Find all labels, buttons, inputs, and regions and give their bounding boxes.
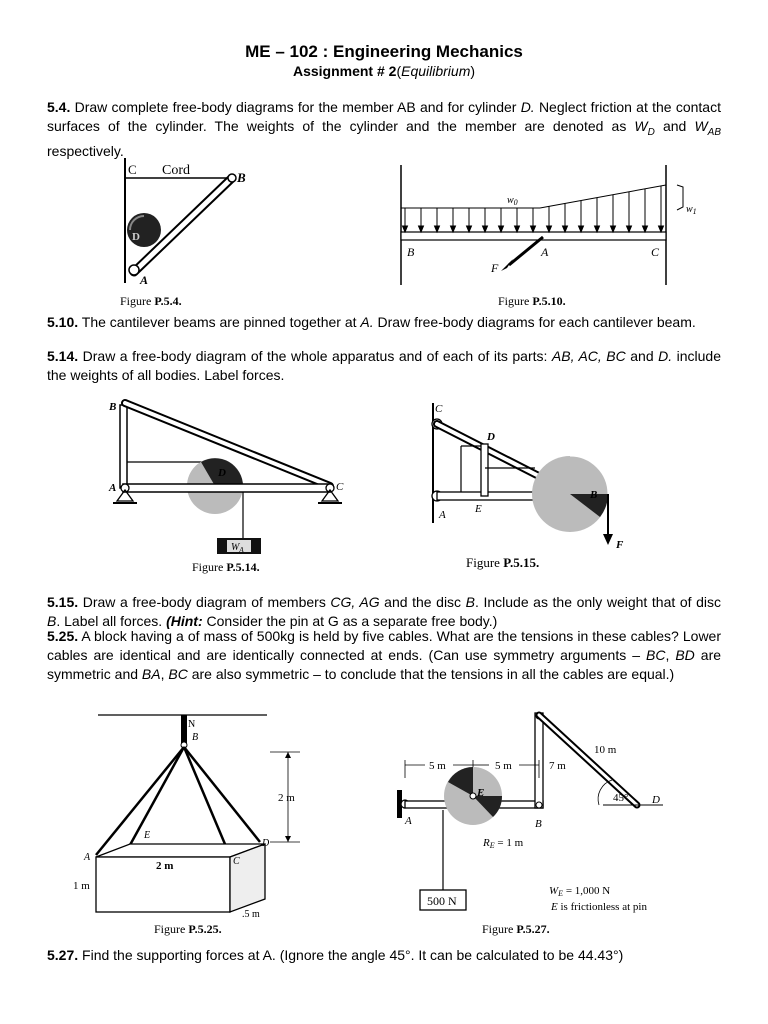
figure-p510-drawing [395,165,715,295]
label-B: B [237,170,246,185]
load-arrowhead [579,226,584,232]
text: Consider the pin at G as a separate free body.) [202,613,498,629]
caption-number: P.5.25. [188,922,222,936]
label-D: D [487,431,495,443]
text: Draw complete free-body diagrams for the member AB and for cylinder [70,99,521,115]
load-arrowhead [643,226,648,232]
text: . Include as the only weight that of disc [474,594,721,610]
note-text: is frictionless at pin [557,901,647,913]
page-subtitle [0,63,768,79]
problem-number: 5.10. [47,314,79,330]
caption-number: P.5.27. [516,922,550,936]
caption-number: P.5.4. [154,294,182,308]
label-A: A [439,509,446,521]
text: The cantilever beams are pinned together at [78,314,361,330]
text: and [654,118,695,134]
problem-5-10 [47,313,721,332]
label-N: N [188,719,196,730]
figure-p514-drawing [105,398,355,563]
text: and [625,348,659,364]
label-angle: 45° [613,792,629,804]
text: are also symmetric – to conclude that the tensions in all the cables are equal.) [187,666,675,682]
text: BD [675,647,695,663]
text: W [694,118,708,134]
label-note [550,901,647,913]
problem-5-27 [47,946,721,965]
text: D. [658,348,673,364]
figure-p525-drawing [70,712,315,927]
label-depth: .5 m [242,909,260,920]
load-arrowhead [499,226,504,232]
label-length: 2 m [156,860,174,872]
load-arrowhead [435,226,440,232]
load-arrowhead [595,226,600,232]
problem-number: 5.4. [47,99,71,115]
text: B [47,613,57,629]
wa-main: W [231,542,240,553]
text: BC [646,647,666,663]
label-5m-a: 5 m [429,760,446,772]
hint-label: (Hint: [166,613,203,629]
label-C: C [435,403,443,415]
label-B: B [590,489,598,501]
load-arrowhead [611,226,616,232]
figure-p515-caption [466,555,539,571]
problem-5-4 [47,98,721,161]
subtitle-bold: Assignment # 2 [292,63,397,79]
caption-text: Figure [498,294,533,308]
label-height-block: 1 m [73,880,90,892]
subtitle-paren: ( [396,63,402,79]
load-arrowhead [563,226,568,232]
text: are symmetric and [47,647,722,682]
load-arrowhead [547,226,552,232]
label-D: D [262,838,270,849]
label-5m-b: 5 m [495,760,512,772]
figure-p515-drawing [425,398,645,558]
wa-sub: A [239,546,244,554]
text: AB [707,126,721,138]
label-10m: 10 m [594,744,617,756]
label-B: B [192,732,199,743]
text: . Label all forces. [56,613,167,629]
radius-main: R [483,837,490,849]
figure-p514-caption [192,560,260,575]
page-title: ME – 102 : Engineering Mechanics [245,42,523,61]
figure-p527-drawing [393,708,703,923]
text: Draw a free-body diagram of the whole apparatus and of each of its parts: [78,348,552,364]
label-F: F [491,261,499,275]
caption-number: P.5.10. [532,294,566,308]
text: D. [520,99,535,115]
problem-number: 5.15. [47,594,79,610]
label-radius [482,837,524,850]
text: BC [168,666,188,682]
text: D [647,126,655,138]
label-D: D [132,231,140,243]
label-load: 500 N [427,894,457,908]
label-C: C [128,162,137,177]
caption-text: Figure [154,922,189,936]
problem-number: 5.25. [47,628,79,644]
label-C: C [336,481,344,493]
load-arrowhead [451,226,456,232]
load-arrowhead [531,226,536,232]
label-B: B [535,818,542,830]
label-7m: 7 m [549,760,566,772]
subtitle-italic: Equilibrium [401,63,471,79]
w0-sub: 0 [513,198,518,207]
text: respectively. [47,142,124,159]
text: BA [141,666,161,682]
text: Draw free-body diagrams for each cantilever beam. [373,314,696,330]
label-w1 [686,204,697,216]
figure-p527-caption [482,922,550,937]
text: A block having a of mass of 500kg is held by five cables. What are the tensions in these cables? Lower cables are identical and are identically connected at ends. (Can use symmetry arguments – [47,628,721,663]
load-arrowhead [467,226,472,232]
caption-text: Figure [192,560,227,574]
label-B: B [109,401,117,413]
w1-main: w [686,204,693,215]
label-A: A [84,852,91,863]
text: AB, AC, BC [551,348,626,364]
label-B: B [407,245,415,259]
problem-5-14 [47,347,721,385]
figure-p510-caption [498,294,566,309]
label-weight [549,885,610,898]
load-arrowhead [419,226,424,232]
weight-main: W [549,885,559,897]
text: , [665,647,676,663]
label-E: E [475,503,482,515]
radius-sub: E [489,841,495,850]
caption-number: P.5.15. [503,555,540,570]
figure-p54-drawing [110,158,270,293]
text: and the disc [379,594,466,610]
load-arrowhead [627,226,632,232]
label-F: F [616,539,624,551]
radius-value: = 1 m [494,837,524,849]
label-cord: Cord [162,163,190,178]
caption-text: Figure [466,555,504,570]
text: Find the supporting forces at A. (Ignore the angle 45°. It can be calculated to be 44.43°) [78,947,624,963]
text: , [160,666,169,682]
weight-value: = 1,000 N [563,885,611,897]
label-D: D [652,794,660,806]
label-A: A [405,815,412,827]
label-A: A [541,245,549,259]
label-D: D [218,467,226,479]
label-A: A [140,273,149,287]
figure-p54-caption [120,294,182,309]
label-C: C [233,856,240,867]
load-arrowhead [515,226,520,232]
text: W [634,118,648,134]
caption-text: Figure [482,922,517,936]
load-arrowhead [403,226,408,232]
label-w0 [507,195,518,207]
figure-p525-caption [154,922,222,937]
note-E: E [551,901,558,913]
text: B [465,594,475,610]
text: Neglect friction at the contact surfaces of the cylinder. The weights of the cylinder and the member are denoted as [47,99,721,134]
label-E: E [144,830,151,841]
problem-5-25 [47,627,721,684]
caption-text: Figure [120,294,155,308]
label-E: E [477,787,485,799]
subtitle-paren-close: ) [470,63,476,79]
weight-sub: E [558,889,564,898]
load-arrowhead [659,226,664,232]
label-height: 2 m [278,792,295,804]
caption-number: P.5.14. [226,560,260,574]
problem-number: 5.27. [47,947,79,963]
problem-5-15 [47,593,721,631]
w1-sub: 1 [692,207,697,216]
label-A: A [109,482,117,494]
label-C: C [651,245,660,259]
text: CG, AG [330,594,380,610]
text: Draw a free-body diagram of members [78,594,331,610]
problem-number: 5.14. [47,348,79,364]
w0-main: w [507,195,514,206]
load-arrowhead [483,226,488,232]
text: A. [360,314,374,330]
text: include the weights of all bodies. Label forces. [47,348,722,383]
